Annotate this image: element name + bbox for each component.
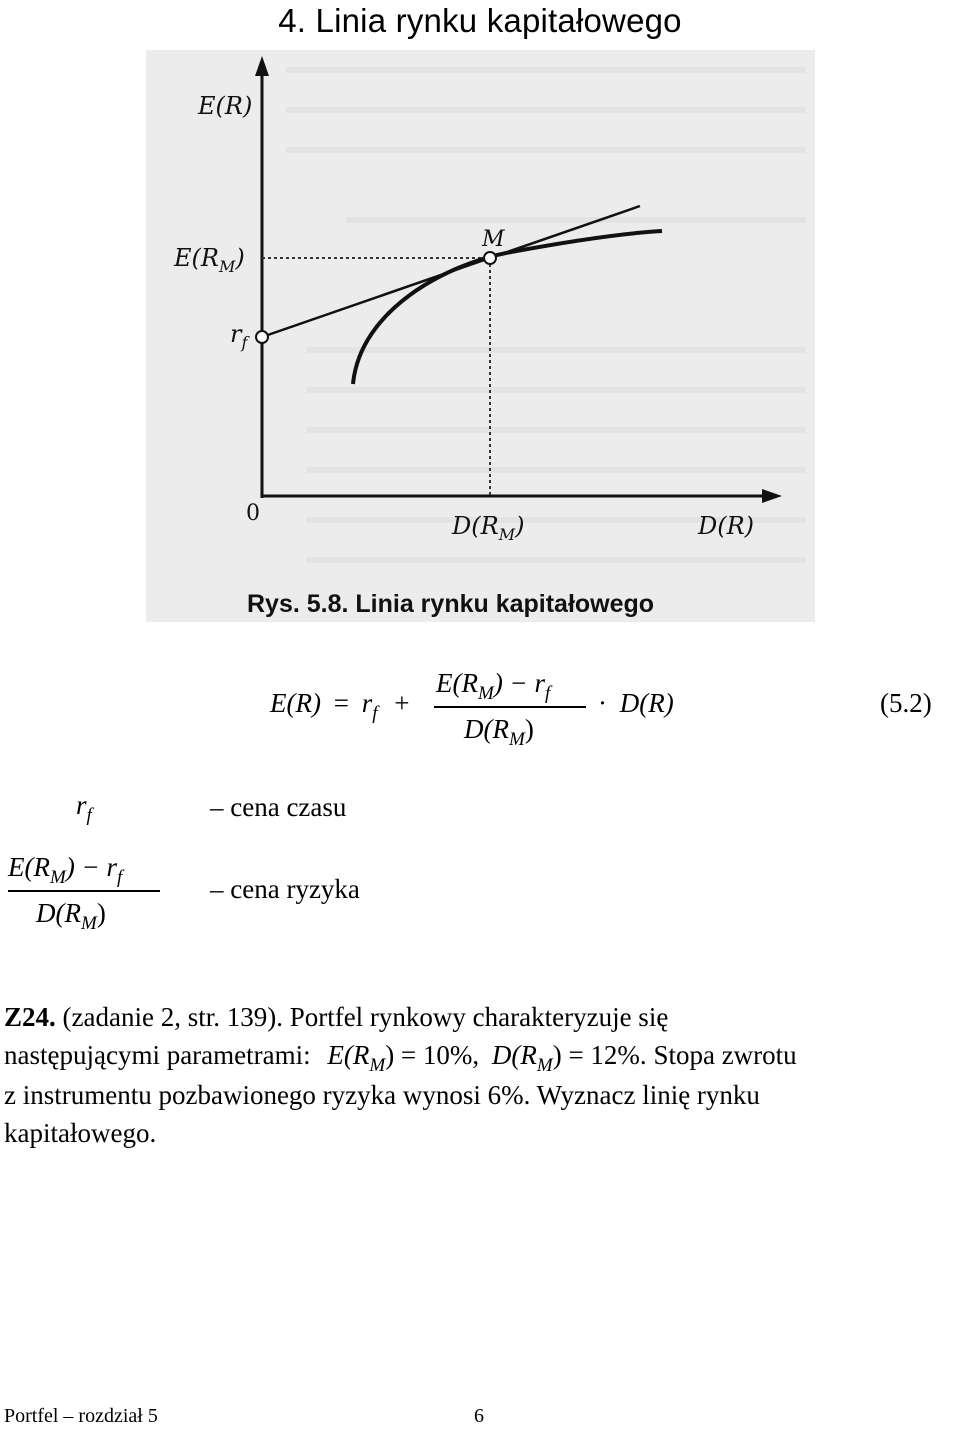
x-axis-label: D(R) (698, 512, 755, 540)
formula-number: (5.2) (880, 688, 932, 718)
task-line-4: kapitałowego. (4, 1118, 157, 1148)
legend-fraction-bar (8, 890, 160, 892)
legend-risk-denominator: $D(R_M)$ (36, 898, 106, 934)
task-line-2: następującymi parametrami: $E(R_M) = 10\%$, $D(R_M) = 12\%$. Stopa zwrotu (4, 1040, 797, 1076)
footer-chapter: Portfel – rozdział 5 (4, 1405, 158, 1427)
legend-risk-numerator: $E(R_M) - r_f$ (8, 852, 123, 888)
page-title: 4. Linia rynku kapitałowego (278, 2, 682, 39)
y-axis-label: E(R) (198, 92, 253, 120)
point-label-m: M (482, 227, 505, 252)
x-mark-market-risk: $D(R_M)$ (452, 512, 525, 544)
task-line-1: Z24. (zadanie 2, str. 139). Portfel rynkowy charakteryzuje się (4, 1002, 669, 1032)
cml-figure (146, 50, 815, 622)
legend-item-risk-price: – cena ryzyka (210, 874, 360, 904)
origin-label: 0 (246, 501, 260, 526)
task-label: Z24. (4, 1002, 56, 1032)
legend-rf-symbol: $r_f$ (76, 790, 92, 826)
risk-free-point (256, 331, 268, 343)
formula-lhs: $E(R) = r_f$ + (270, 688, 410, 724)
y-mark-market-return: $E(R_M)$ (174, 244, 245, 276)
figure-caption: Rys. 5.8. Linia rynku kapitałowego (247, 590, 655, 618)
task-line-3: z instrumentu pozbawionego ryzyka wynosi 6%. Wyznacz linię rynku (4, 1080, 760, 1110)
formula-fraction-bar (434, 706, 586, 708)
page-number: 6 (474, 1405, 484, 1427)
market-risk-expression: $D(R_M) = 12\%$. (491, 1040, 647, 1076)
market-portfolio-point (484, 252, 496, 264)
legend-item-time-price: – cena czasu (210, 792, 347, 822)
formula-rhs: · D(R) (598, 688, 674, 718)
formula-numerator: $E(R_M) - r_f$ (436, 668, 551, 704)
y-mark-risk-free: $r_f$ (230, 320, 248, 352)
market-return-expression: $E(R_M) = 10\%$, (327, 1040, 480, 1076)
formula-denominator: $D(R_M)$ (464, 714, 534, 750)
